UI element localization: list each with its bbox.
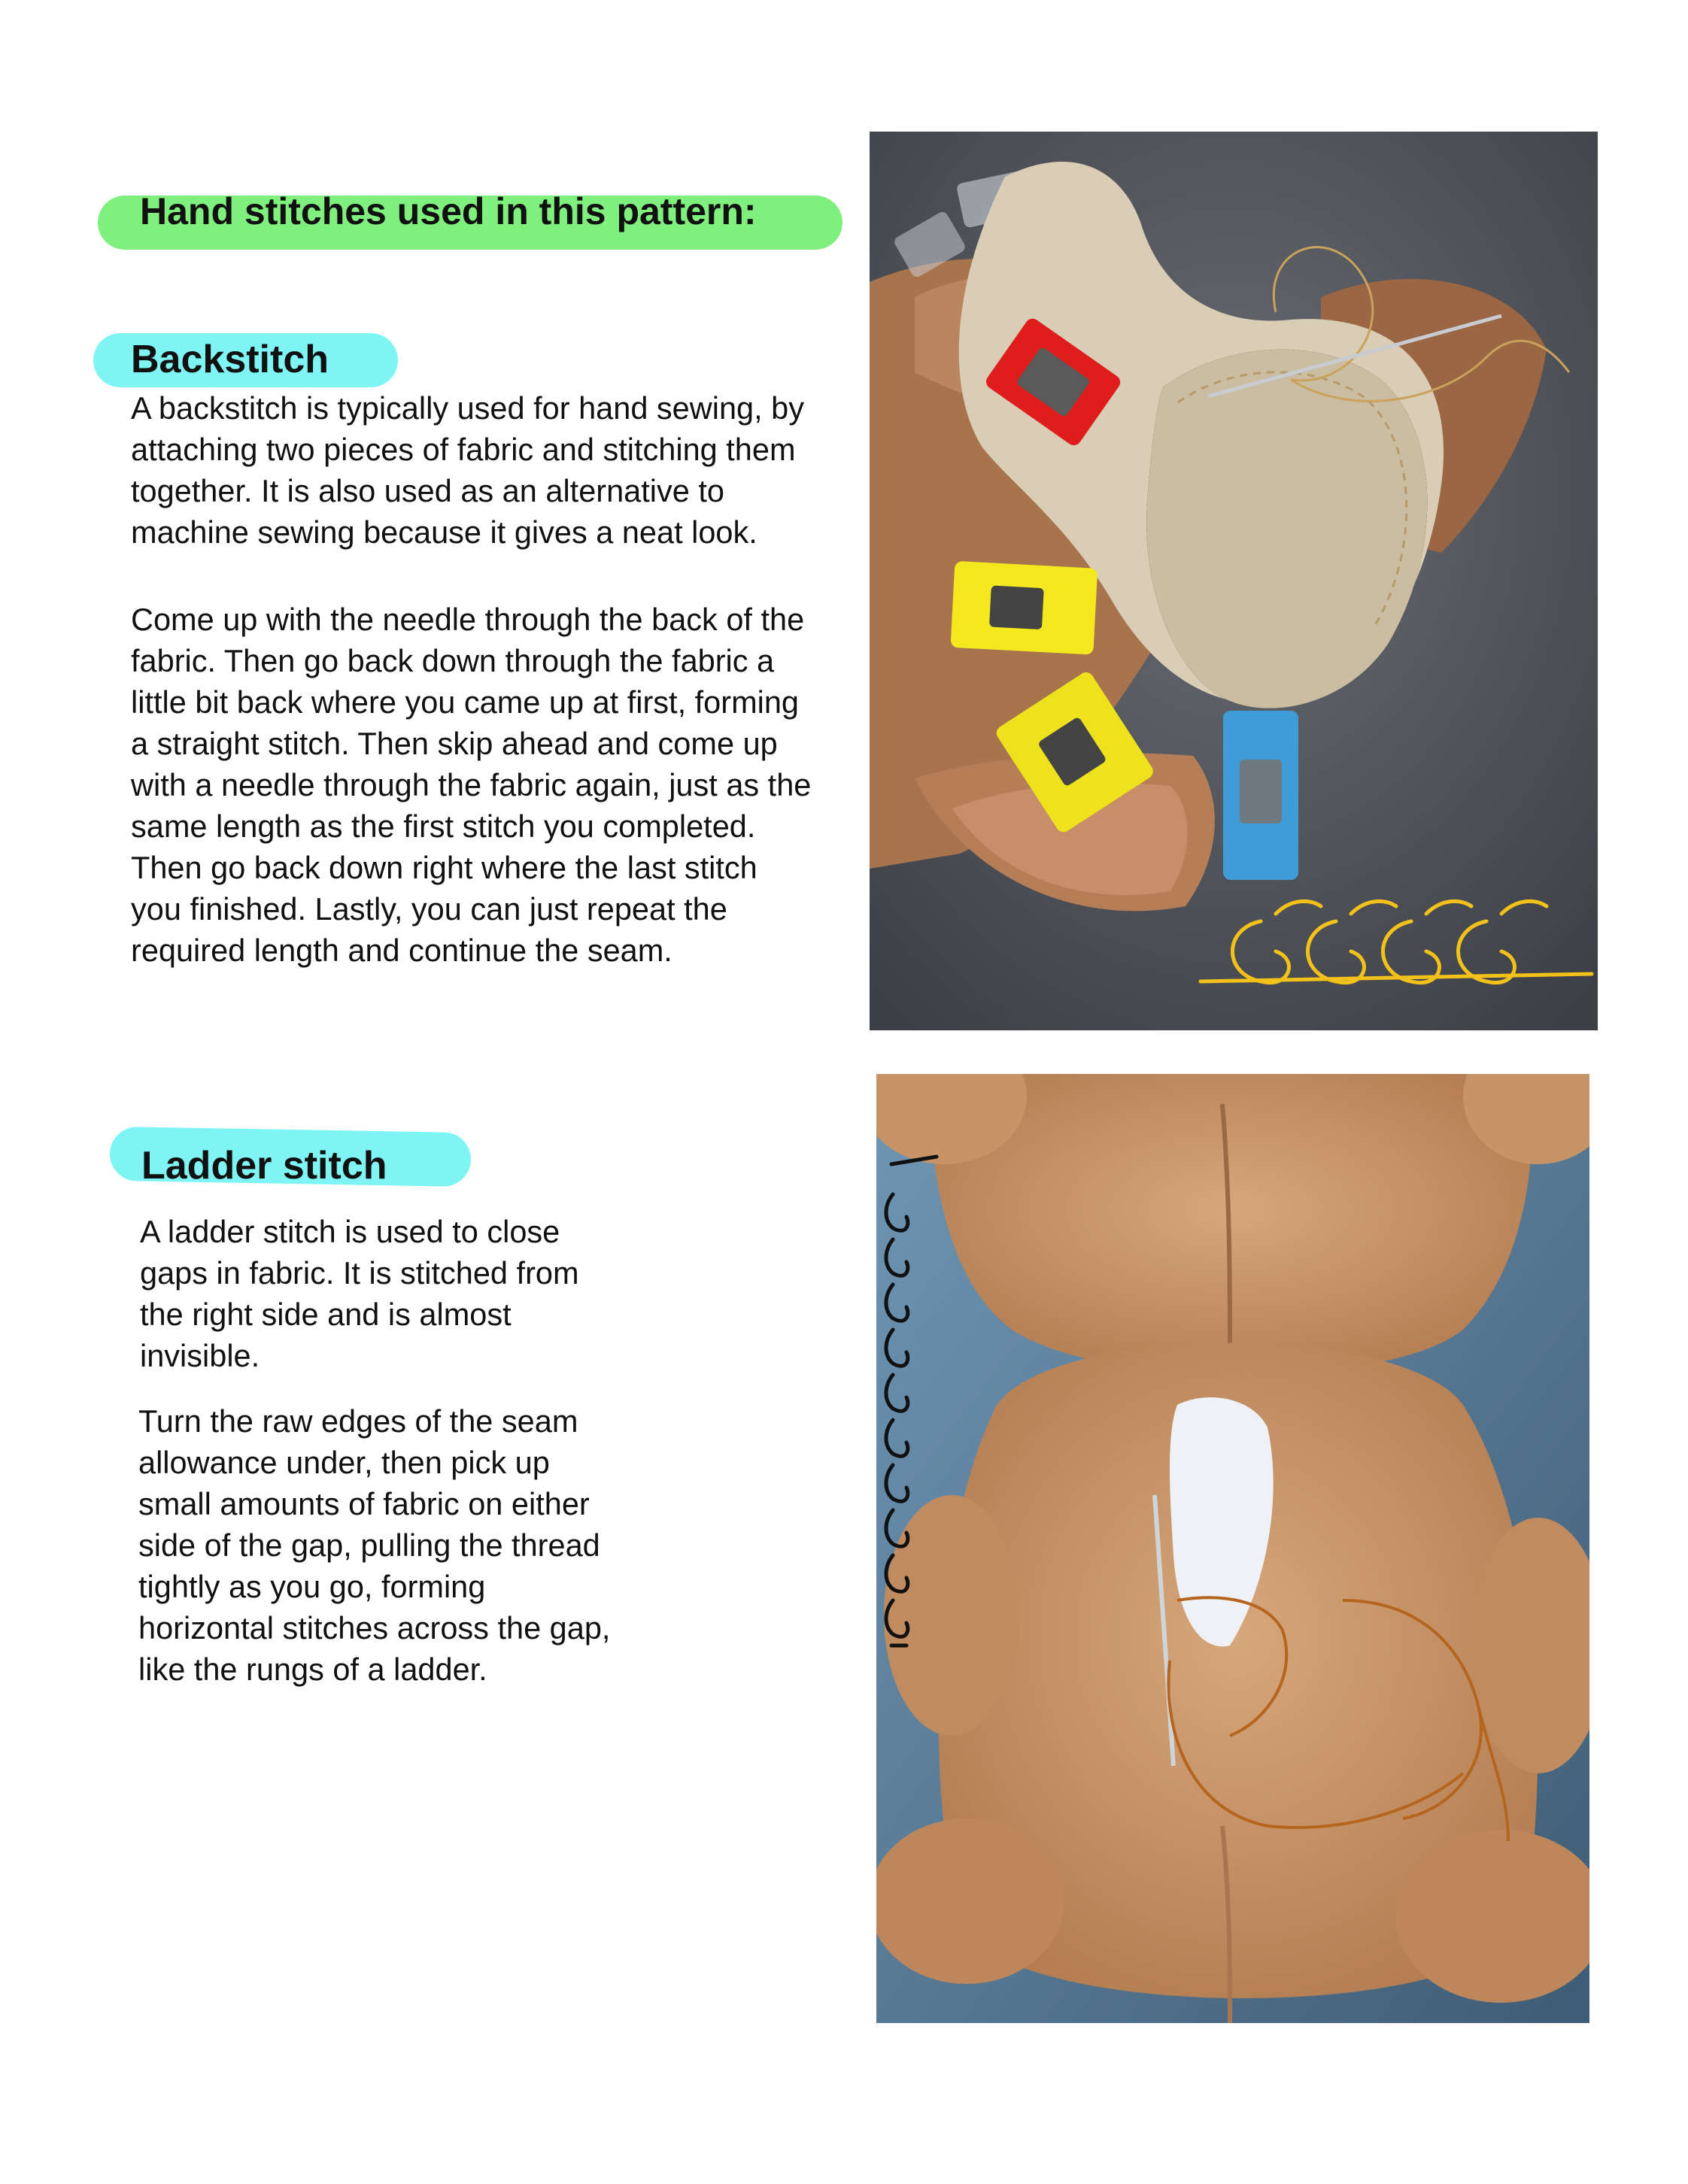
text-line: A backstitch is typically used for hand sewing, by: [131, 390, 805, 426]
text-line: Come up with the needle through the back of the: [131, 602, 805, 637]
backstitch-heading: Backstitch: [131, 338, 329, 381]
text-line: small amounts of fabric on either: [138, 1486, 590, 1521]
text-line: like the rungs of a ladder.: [138, 1652, 487, 1687]
text-line: A ladder stitch is used to close: [140, 1214, 560, 1249]
text-line: Turn the raw edges of the seam: [138, 1403, 578, 1439]
text-line: the right side and is almost: [140, 1297, 512, 1332]
backstitch-intro: [131, 387, 804, 553]
text-line: required length and continue the seam.: [131, 933, 672, 968]
ladder-stitch-photo: [876, 1074, 1589, 2023]
ladder-stitch-instructions: [138, 1400, 610, 1690]
text-line: invisible.: [140, 1338, 260, 1373]
text-line: Then go back down right where the last stitch: [131, 850, 757, 885]
backstitch-photo: [870, 132, 1598, 1030]
text-line: machine sewing because it gives a neat look.: [131, 514, 757, 550]
text-line: a straight stitch. Then skip ahead and come up: [131, 726, 778, 761]
text-line: allowance under, then pick up: [138, 1445, 550, 1480]
text-line: little bit back where you came up at first, forming: [131, 684, 800, 720]
ladder-stitch-heading: Ladder stitch: [141, 1144, 387, 1188]
text-line: same length as the first stitch you completed.: [131, 808, 756, 844]
text-line: you finished. Lastly, you can just repeat the: [131, 891, 727, 927]
text-line: tightly as you go, forming: [138, 1569, 486, 1604]
page-title: Hand stitches used in this pattern:: [140, 190, 757, 232]
text-line: with a needle through the fabric again, just as the: [131, 767, 812, 802]
text-line: together. It is also used as an alternative to: [131, 473, 724, 508]
backstitch-instructions: [131, 599, 811, 971]
text-line: gaps in fabric. It is stitched from: [140, 1255, 579, 1291]
text-line: side of the gap, pulling the thread: [138, 1527, 600, 1563]
text-line: attaching two pieces of fabric and stitching them: [131, 432, 796, 467]
text-line: horizontal stitches across the gap,: [138, 1610, 611, 1646]
text-line: fabric. Then go back down through the fabric a: [131, 643, 775, 678]
ladder-stitch-intro: [140, 1211, 579, 1376]
